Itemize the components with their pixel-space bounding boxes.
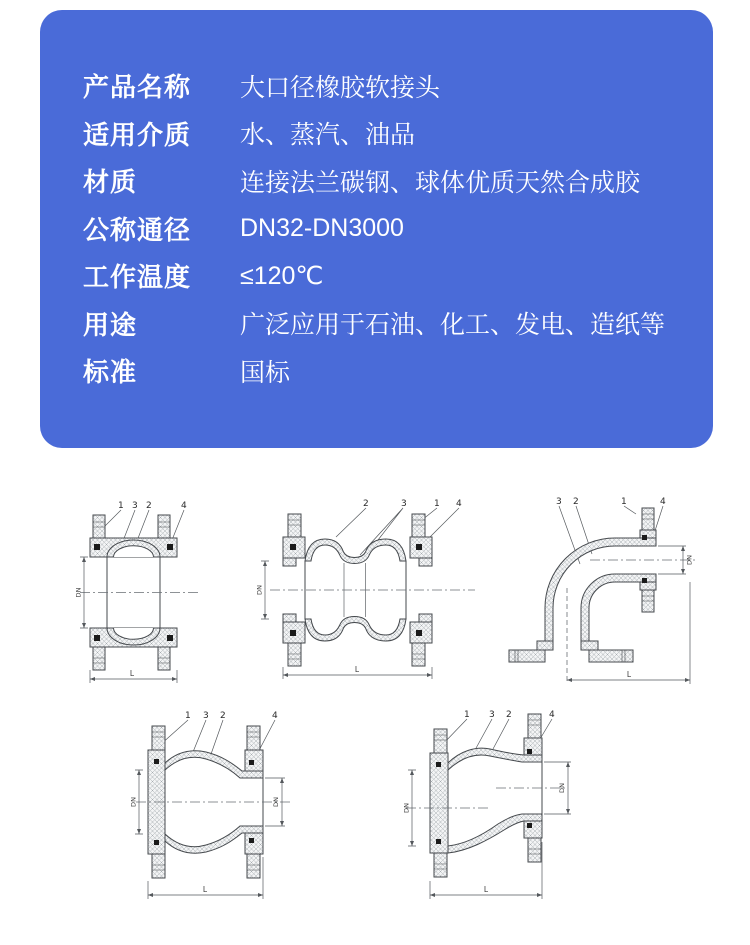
dim-label-bore: DN: [75, 587, 83, 598]
callout-number: 2: [363, 499, 369, 509]
rubber-outer-wall-section: [545, 538, 656, 641]
drawing-single-sphere-joint: [75, 495, 205, 690]
drawing-elbow-joint: [495, 488, 700, 690]
dim-label-bore-left: DN: [130, 797, 138, 807]
spec-row: [83, 300, 685, 348]
product-spec-card: [40, 10, 713, 448]
dim-label-length: L: [202, 885, 208, 894]
callout-number: 2: [146, 501, 152, 511]
spec-label: 工作温度: [83, 262, 192, 293]
dim-label-bore: DN: [685, 555, 694, 565]
callout-number: 3: [132, 501, 138, 511]
bead-feet: [537, 641, 598, 650]
callout-number: 3: [401, 499, 407, 509]
callout-number: 2: [506, 710, 512, 720]
callout-number: 4: [549, 710, 555, 720]
dim-bore-right: [544, 762, 571, 814]
bottom-flange-plates: [509, 650, 633, 662]
callout-number: 4: [660, 497, 666, 507]
callout-number: 1: [621, 497, 627, 507]
callout-number: 1: [185, 711, 191, 721]
spec-value: 大口径橡胶软接头: [240, 73, 441, 102]
rubber-double-sphere-section: [305, 617, 406, 642]
spec-table: [83, 62, 685, 395]
callout-number: 1: [434, 499, 440, 509]
callout-number: 2: [220, 711, 226, 721]
callout-number: 4: [181, 501, 187, 511]
spec-row: [83, 205, 685, 253]
spec-label: 材质: [83, 167, 138, 198]
dim-label-bore: DN: [255, 585, 264, 595]
dim-label-bore-left: DN: [402, 803, 411, 813]
spec-label: 用途: [83, 309, 138, 340]
callout-number: 3: [489, 710, 495, 720]
spec-value: ≤120℃: [240, 261, 324, 290]
callout-number: 4: [272, 711, 278, 721]
spec-row: [83, 62, 685, 110]
spec-label: 产品名称: [83, 72, 192, 103]
callout-number: 2: [573, 497, 579, 507]
spec-value: 广泛应用于石油、化工、发电、造纸等: [240, 311, 666, 340]
callout-number: 4: [456, 499, 462, 509]
drawing-eccentric-reducer-joint: [400, 705, 605, 910]
callout-number: 3: [203, 711, 209, 721]
spec-row: [83, 157, 685, 205]
spec-row: [83, 110, 685, 158]
spec-row: [83, 252, 685, 300]
spec-label: 适用介质: [83, 119, 192, 150]
dim-length: [90, 669, 177, 683]
callout-number: 1: [464, 710, 470, 720]
spec-value: 水、蒸汽、油品: [240, 121, 416, 150]
spec-label: 标准: [83, 357, 138, 388]
dim-label-length: L: [354, 665, 360, 674]
callout-number: 1: [118, 501, 124, 511]
dim-bore: [256, 561, 270, 619]
dim-label-length: L: [483, 885, 489, 894]
spec-value: 连接法兰碳钢、球体优质天然合成胶: [240, 168, 641, 197]
spec-label: 公称通径: [83, 214, 192, 245]
spec-value: 国标: [240, 358, 291, 387]
drawing-double-sphere-joint: [255, 495, 490, 685]
drawing-concentric-reducer-joint: [130, 705, 320, 910]
callout-number: 3: [556, 497, 562, 507]
spec-row: [83, 347, 685, 395]
dim-length: [283, 665, 432, 679]
rubber-double-sphere-section: [305, 539, 406, 564]
spec-value: DN32-DN3000: [240, 213, 404, 242]
dim-label-bore-right: DN: [558, 783, 566, 793]
dim-label-bore-right: DN: [272, 797, 280, 807]
dim-label-length: L: [129, 669, 135, 678]
dim-label-length: L: [626, 670, 632, 679]
